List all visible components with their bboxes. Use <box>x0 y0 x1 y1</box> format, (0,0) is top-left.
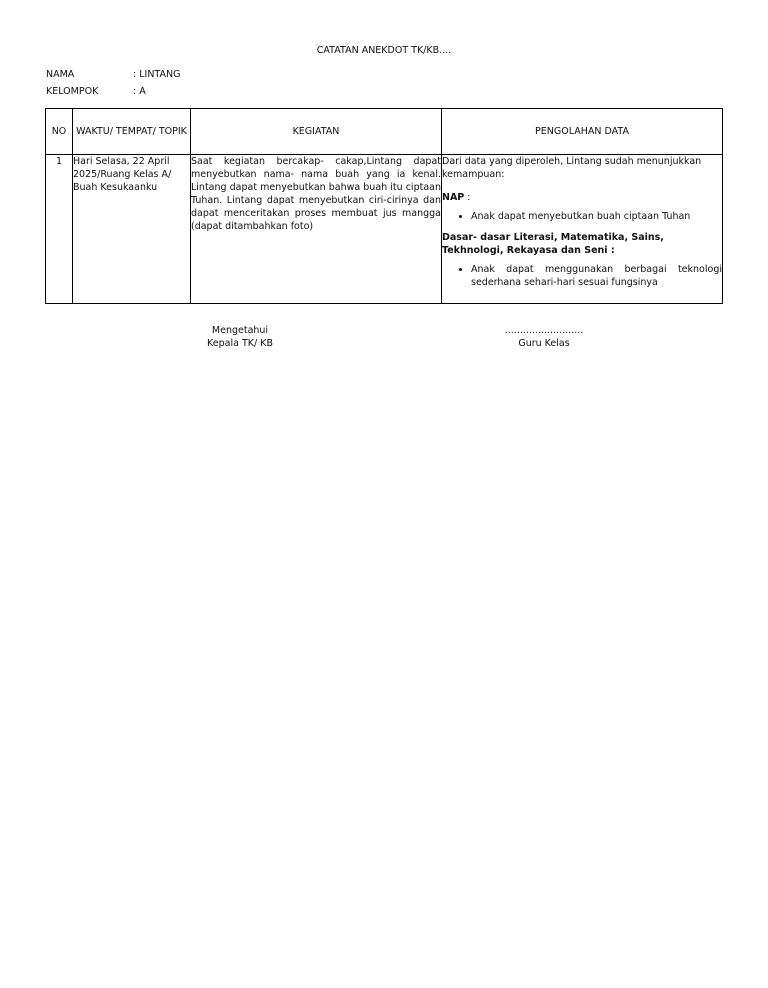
cell-waktu: Hari Selasa, 22 April 2025/Ruang Kelas A/ Buah Kesukaanku <box>73 155 191 304</box>
cell-no: 1 <box>46 155 73 304</box>
kelompok-value: : A <box>133 86 146 97</box>
table-header-row <box>46 109 723 155</box>
signature-headmaster <box>180 324 300 350</box>
pengolahan-intro: Dari data yang diperoleh, Lintang sudah menunjukkan kemampuan: <box>442 156 702 180</box>
dasar-list <box>442 263 722 289</box>
kelompok-field <box>46 85 146 98</box>
signature-teacher <box>484 324 604 350</box>
nap-colon: : <box>464 192 471 203</box>
document-title: CATATAN ANEKDOT TK/KB.... <box>316 45 452 56</box>
nap-label: NAP <box>442 192 465 203</box>
nama-field <box>46 68 180 81</box>
signature-right-line2: Guru Kelas <box>518 338 570 349</box>
header-no: NO <box>46 109 73 155</box>
header-kegiatan: KEGIATAN <box>191 109 442 155</box>
cell-kegiatan: Saat kegiatan bercakap- cakap,Lintang dapat menyebutkan nama- nama buah yang ia kenal. Lintang dapat menyebutkan bahwa buah itu ciptaan Tuhan. Lintang dapat menyebutkan ciri-cirinya dan dapat menceritakan proses membuat jus mangga (dapat ditambahkan foto) <box>191 155 442 304</box>
nama-value: : LINTANG <box>133 69 181 80</box>
signature-left-line1: Mengetahui <box>211 325 269 336</box>
list-item: • Anak dapat menggunakan berbagai teknologi sederhana sehari-hari sesuai fungsinya <box>471 263 722 289</box>
cell-pengolahan <box>442 155 723 304</box>
header-pengolahan: PENGOLAHAN DATA <box>442 109 723 155</box>
nap-list <box>442 210 722 223</box>
dasar-heading: Dasar- dasar Literasi, Matematika, Sains, Tekhnologi, Rekayasa dan Seni : <box>442 232 664 256</box>
header-waktu: WAKTU/ TEMPAT/ TOPIK <box>73 109 191 155</box>
signature-right-line1: .......................... <box>504 325 584 336</box>
kelompok-label: KELOMPOK <box>46 86 99 97</box>
nap-heading <box>442 191 722 204</box>
list-item: • Anak dapat menyebutkan buah ciptaan Tuhan <box>471 210 722 223</box>
nama-label: NAMA <box>46 69 75 80</box>
table-row <box>46 155 723 304</box>
signature-left-line2: Kepala TK/ KB <box>207 338 273 349</box>
anecdote-table <box>45 108 723 304</box>
